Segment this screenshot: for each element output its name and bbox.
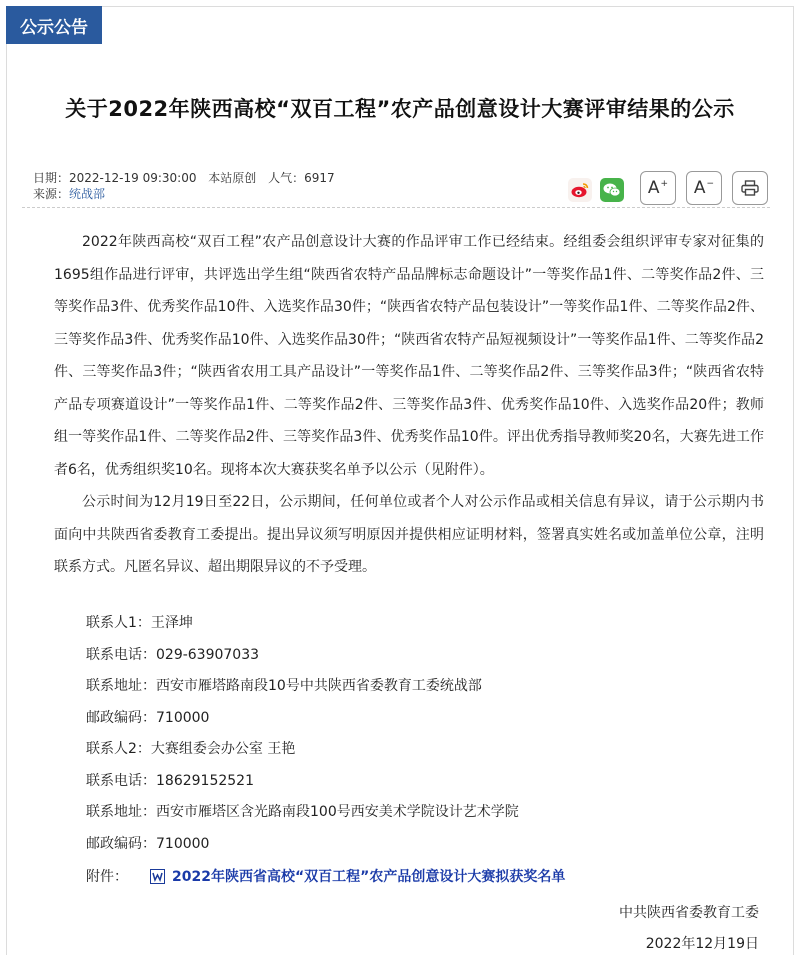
meta-divider: [22, 207, 770, 208]
contact-line: 联系人2：大赛组委会办公室 王艳: [86, 741, 296, 757]
origin-text: 本站原创: [208, 171, 257, 185]
publish-date: 2022-12-19 09:30:00: [69, 171, 197, 185]
weibo-share-button[interactable]: [568, 178, 592, 202]
font-increase-icon: A+: [647, 178, 669, 198]
signature-date: 2022年12月19日: [645, 936, 759, 952]
contact-line: 联系地址：西安市雁塔路南段10号中共陕西省委教育工委统战部: [86, 678, 482, 694]
paragraph-publicity: 公示时间为12月19日至22日，公示期间，任何单位或者个人对公示作品或相关信息有异议，请于公示期内书面向中共陕西省委教育工委提出。提出异议须写明原因并提供相应证明材料，签署真实姓名或加盖单位公章，注明联系方式。凡匿名异议、超出期限异议的不予受理。: [54, 494, 764, 575]
signature-org: 中共陕西省委教育工委: [619, 905, 759, 921]
paragraph-results: 2022年陕西高校“双百工程”农产品创意设计大赛的作品评审工作已经结束。经组委会组织评审专家对征集的1695组作品进行评审，共评选出学生组“陕西省农特产品品牌标志命题设计”一等奖作品1件、二等奖作品2件、三等奖作品3件、优秀奖作品10件、入选奖作品30件；“陕西省农特产品包装设计”一等奖作品1件、二等奖作品2件、三等奖作品3件、优秀奖作品10件、入选奖作品30件；“陕西省农特产品短视频设计”一等奖作品1件、二等奖作品2件、三等奖作品3件；“陕西省农用工具产品设计”一等奖作品1件、二等奖作品2件、三等奖作品3件；“陕西省农特产品专项赛道设计”一等奖作品1件、二等奖作品2件、三等奖作品3件、优秀奖作品10件、入选奖作品20件；教师组一等奖作品1件、二等奖作品2件、三等奖作品3件、优秀奖作品10件。评出优秀指导教师奖20名，大赛先进工作者6名，优秀组织奖10名。现将本次大赛获奖名单予以公示（见附件）。: [54, 234, 764, 478]
contact-line: 联系电话：029-63907033: [86, 646, 260, 663]
article-body: [54, 226, 764, 584]
printer-icon: [741, 180, 759, 196]
contact-line: 联系地址：西安市雁塔区含光路南段100号西安美术学院设计艺术学院: [86, 804, 519, 820]
weibo-icon: [570, 181, 590, 199]
contact-line: 邮政编码：710000: [86, 835, 210, 852]
article-meta: [33, 170, 335, 202]
views-count: 6917: [304, 171, 335, 185]
date-label: 日期：: [33, 171, 70, 185]
word-file-icon: [150, 869, 165, 884]
wechat-icon: [602, 181, 622, 199]
contact-line: 联系电话：18629152521: [86, 772, 254, 789]
contact-line: 联系人1：王泽坤: [86, 615, 193, 631]
font-decrease-icon: A−: [693, 178, 715, 198]
font-decrease-button[interactable]: [686, 171, 722, 205]
section-tag: 公示公告: [6, 6, 102, 44]
wechat-share-button[interactable]: [600, 178, 624, 202]
attachment-row: [86, 866, 565, 886]
contact-line: 邮政编码：710000: [86, 709, 210, 726]
print-button[interactable]: [732, 171, 768, 205]
source-label: 来源：: [33, 187, 70, 201]
font-increase-button[interactable]: [640, 171, 676, 205]
views-label: 人气：: [268, 171, 305, 185]
attachment-label: 附件：: [86, 869, 128, 885]
source-link[interactable]: 统战部: [69, 187, 106, 201]
attachment-link[interactable]: 2022年陕西省高校“双百工程”农产品创意设计大赛拟获奖名单: [172, 869, 566, 885]
page-title: 关于2022年陕西高校“双百工程”农产品创意设计大赛评审结果的公示: [65, 97, 735, 121]
